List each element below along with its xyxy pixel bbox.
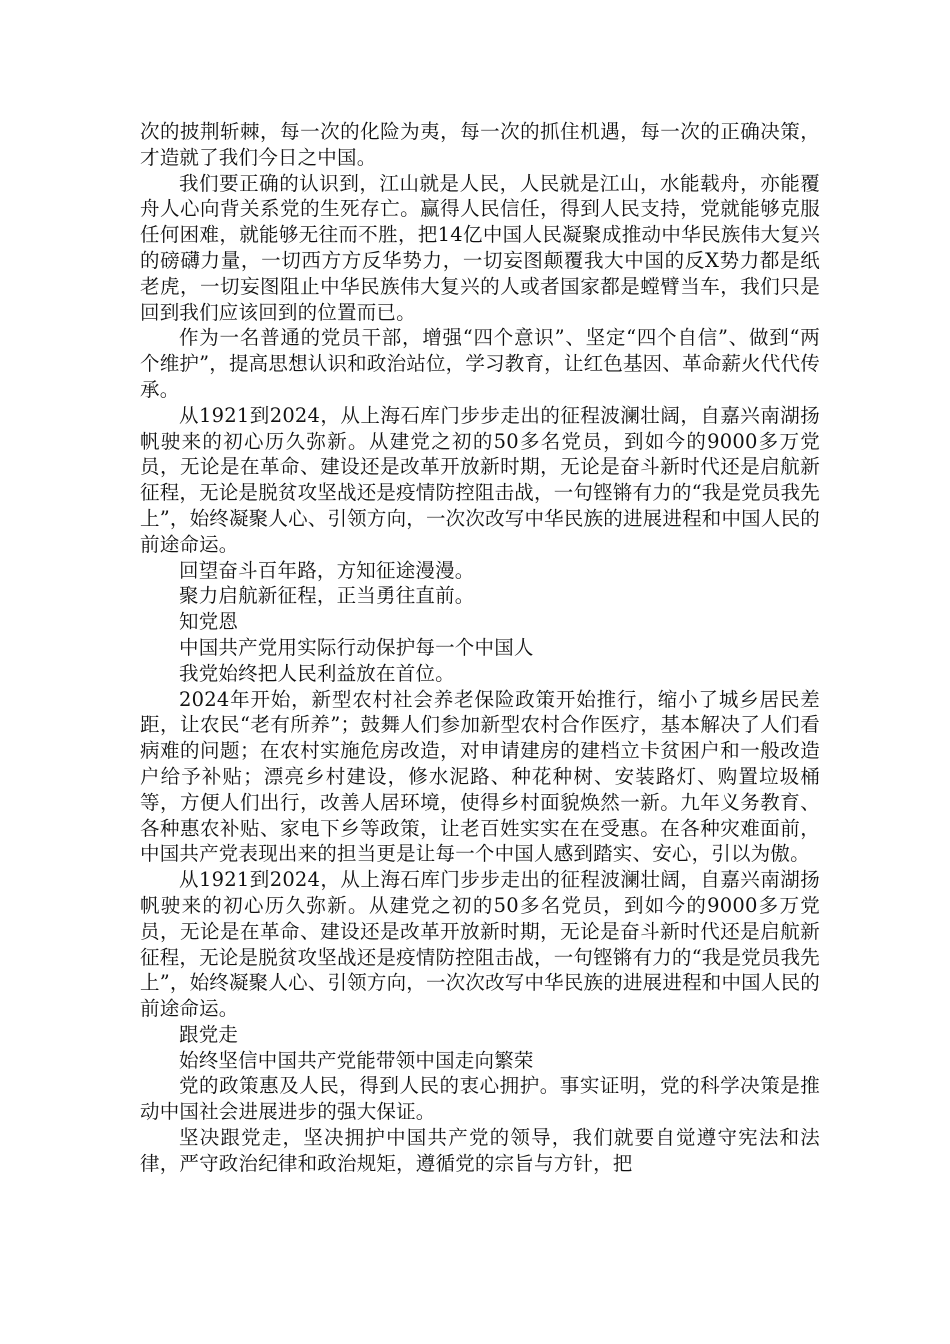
paragraph: 聚力启航新征程，正当勇往直前。: [179, 584, 475, 608]
section-subheading: 中国共产党用实际行动保护每一个中国人: [179, 635, 534, 659]
paragraph: 从1921到2024，从上海石库门步步走出的征程波澜壮阔，自嘉兴南湖扬帆驶来的初心历久弥新。从建党之初的50多名党员，到如今的9000多万党员，无论是在革命、建设还是改革开放新时期，无论是奋斗新时代还是启航新征程，无论是脱贫攻坚战还是疫情防控阻击战，一句铿锵有力的“我是党员我先上”，始终凝聚人心、引领方向，一次次改写中华民族的进展进程和中国人民的前途命运。: [140, 403, 820, 556]
paragraph: 我们要正确的认识到，江山就是人民，人民就是江山，水能载舟，亦能覆舟人心向背关系党的生死存亡。赢得人民信任，得到人民支持，党就能够克服任何困难，就能够无往而不胜，把14亿中国人民凝聚成推动中华民族伟大复兴的磅礴力量，一切西方方反华势力，一切妄图颠覆我大中国的反X势力都是纸老虎，一切妄图阻止中华民族伟大复兴的人或者国家都是螳臂当车，我们只是回到我们应该回到的位置而已。: [140, 171, 820, 324]
paragraph: 作为一名普通的党员干部，增强“四个意识”、坚定“四个自信”、做到“两个维护”，提高思想认识和政治站位，学习教育，让红色基因、革命薪火代代传承。: [140, 326, 820, 401]
paragraph: 从1921到2024，从上海石库门步步走出的征程波澜壮阔，自嘉兴南湖扬帆驶来的初心历久弥新。从建党之初的50多名党员，到如今的9000多万党员，无论是在革命、建设还是改革开放新时期，无论是奋斗新时代还是启航新征程，无论是脱贫攻坚战还是疫情防控阻击战，一句铿锵有力的“我是党员我先上”，始终凝聚人心、引领方向，一次次改写中华民族的进展进程和中国人民的前途命运。: [140, 868, 820, 1021]
paragraph: 我党始终把人民利益放在首位。: [179, 661, 455, 685]
document-body: [140, 119, 820, 1177]
paragraph: 回望奋斗百年路，方知征途漫漫。: [179, 558, 475, 582]
paragraph: 坚决跟党走，坚决拥护中国共产党的领导，我们就要自觉遵守宪法和法律，严守政治纪律和政治规矩，遵循党的宗旨与方针，把: [140, 1126, 820, 1175]
section-heading: 知党恩: [179, 610, 239, 634]
section-subheading: 始终坚信中国共产党能带领中国走向繁荣: [179, 1048, 534, 1072]
paragraph: 党的政策惠及人民，得到人民的衷心拥护。事实证明，党的科学决策是推动中国社会进展进步的强大保证。: [140, 1074, 820, 1124]
section-heading: 跟党走: [179, 1022, 239, 1046]
paragraph: 次的披荆斩棘，每一次的化险为夷，每一次的抓住机遇，每一次的正确决策，才造就了我们今日之中国。: [140, 120, 820, 169]
paragraph: 2024年开始，新型农村社会养老保险政策开始推行，缩小了城乡居民差距，让农民“老有所养”；鼓舞人们参加新型农村合作医疗，基本解决了人们看病难的问题；在农村实施危房改造，对申请建房的建档立卡贫困户和一般改造户给予补贴；漂亮乡村建设，修水泥路、种花种树、安装路灯、购置垃圾桶等，方便人们出行，改善人居环境，使得乡村面貌焕然一新。九年义务教育、各种惠农补贴、家电下乡等政策，让老百姓实实在在受惠。在各种灾难面前，中国共产党表现出来的担当更是让每一个中国人感到踏实、安心，引以为傲。: [140, 687, 820, 866]
